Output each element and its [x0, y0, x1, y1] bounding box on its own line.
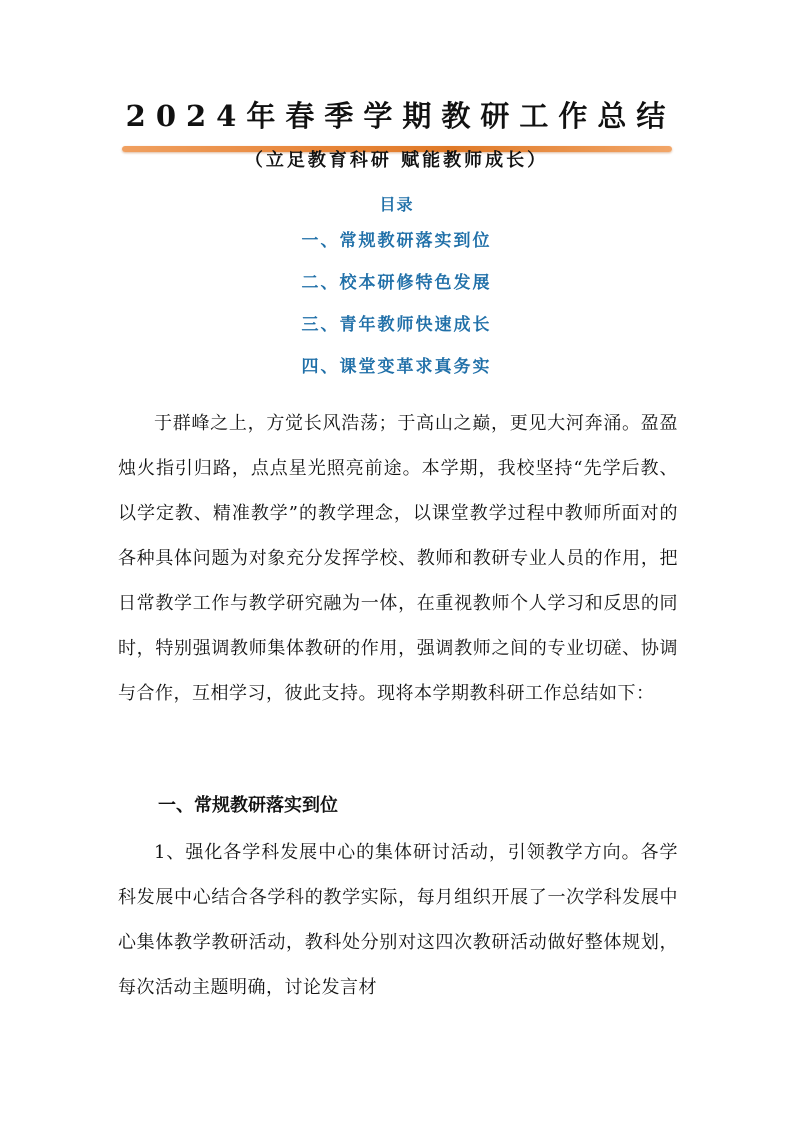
toc-heading: 目录	[379, 195, 414, 214]
section-heading-1: 一、常规教研落实到位	[158, 795, 338, 816]
document-title: 2024年春季学期教研工作总结	[125, 99, 676, 133]
toc-item-4[interactable]: 四、课堂变革求真务实	[301, 357, 492, 377]
section-1-paragraph: 1、强化各学科发展中心的集体研讨活动，引领教学方向。各学科发展中心结合各学科的教学实际，每月组织开展了一次学科发展中心集体教学教研活动，教科处分别对这四次教研活动做好整体规划，每次活动主题明确，讨论发言材	[118, 842, 678, 998]
table-of-contents	[0, 190, 793, 388]
toc-item-2[interactable]: 二、校本研修特色发展	[301, 273, 492, 293]
intro-paragraph: 于群峰之上，方觉长风浩荡；于高山之巅，更见大河奔涌。盈盈烛火指引归路，点点星光照亮前途。本学期，我校坚持“先学后教、以学定教、精准教学”的教学理念，以课堂教学过程中教师所面对的各种具体问题为对象充分发挥学校、教师和教研专业人员的作用，把日常教学工作与教学研究融为一体，在重视教师个人学习和反思的同时，特别强调教师集体教研的作用，强调教师之间的专业切磋、协调与合作，互相学习，彼此支持。现将本学期教科研工作总结如下：	[118, 413, 678, 704]
toc-item-1[interactable]: 一、常规教研落实到位	[301, 231, 492, 251]
toc-item-3[interactable]: 三、青年教师快速成长	[301, 315, 492, 335]
document-subtitle: （立足教育科研 赋能教师成长）	[244, 150, 549, 171]
